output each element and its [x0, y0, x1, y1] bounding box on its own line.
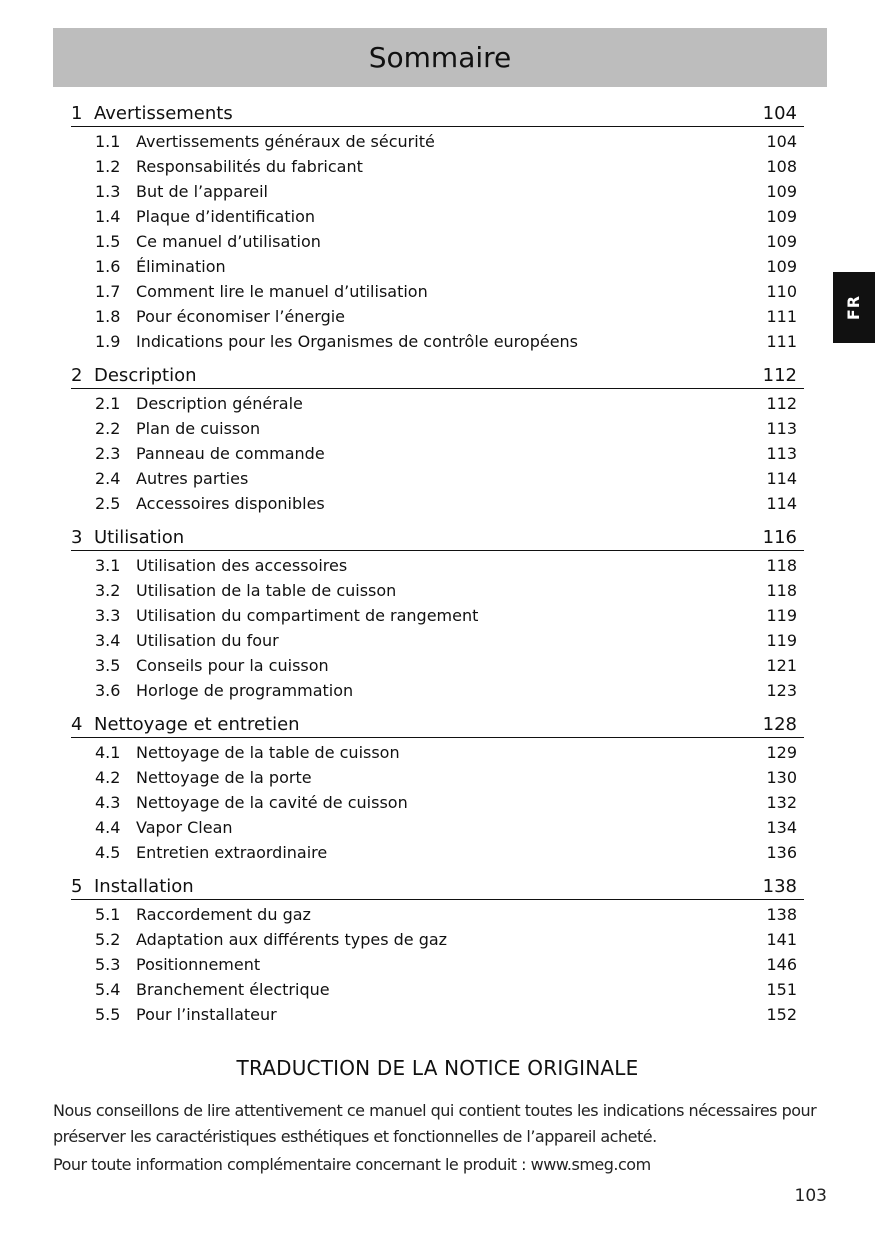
toc-item-number: 1.2: [95, 157, 121, 176]
toc-section: [71, 711, 804, 865]
toc-item[interactable]: [71, 391, 804, 416]
toc-item-title: Horloge de programmation: [136, 681, 354, 700]
toc-item-page: 129: [766, 743, 797, 762]
toc-item[interactable]: [71, 1002, 804, 1027]
toc-item-title: Nettoyage de la porte: [136, 768, 312, 787]
toc-item-page: 119: [766, 631, 797, 650]
toc-item-title: Indications pour les Organismes de contrôle européens: [136, 332, 579, 351]
toc-item-number: 1.9: [95, 332, 121, 351]
toc-item-page: 123: [766, 681, 797, 700]
toc-item[interactable]: [71, 977, 804, 1002]
toc-item-number: 3.6: [95, 681, 121, 700]
toc-item-number: 2.1: [95, 394, 121, 413]
page-title: Sommaire: [368, 41, 512, 74]
toc-section-page: 112: [762, 365, 797, 386]
intro-paragraph: Nous conseillons de lire attentivement ce manuel qui contient toutes les indications nécessaires pour préserver les caractéristiques esthétiques et fonctionnelles de l’appareil acheté.: [53, 1101, 817, 1146]
toc-item[interactable]: [71, 678, 804, 703]
toc-item-title: Élimination: [136, 257, 226, 276]
toc-item-number: 5.1: [95, 905, 121, 924]
toc-item-page: 152: [766, 1005, 797, 1024]
toc-item-number: 5.4: [95, 980, 121, 999]
toc-item[interactable]: [71, 815, 804, 840]
toc-section: [71, 100, 804, 354]
toc-section-number: 4: [71, 714, 83, 735]
toc-item-page: 118: [766, 581, 797, 600]
toc-item-number: 3.4: [95, 631, 121, 650]
toc-item[interactable]: [71, 229, 804, 254]
toc-item-number: 1.5: [95, 232, 121, 251]
toc-item[interactable]: [71, 441, 804, 466]
toc-item[interactable]: [71, 179, 804, 204]
toc-item[interactable]: [71, 628, 804, 653]
toc-item-page: 109: [766, 207, 797, 226]
language-tab: [833, 272, 875, 343]
toc-item-page: 111: [766, 307, 797, 326]
toc-item-number: 3.5: [95, 656, 121, 675]
toc-section: [71, 362, 804, 516]
toc-section-heading[interactable]: [71, 100, 804, 127]
toc-item-page: 138: [766, 905, 797, 924]
toc-item-title: Pour économiser l’énergie: [136, 307, 346, 326]
toc-item[interactable]: [71, 129, 804, 154]
toc-item[interactable]: [71, 765, 804, 790]
toc-item-page: 119: [766, 606, 797, 625]
toc-item-page: 114: [766, 469, 797, 488]
toc-item-number: 5.2: [95, 930, 121, 949]
toc-item-title: Responsabilités du fabricant: [136, 157, 363, 176]
toc-section-heading[interactable]: [71, 362, 804, 389]
toc-item[interactable]: [71, 790, 804, 815]
toc-item-page: 110: [766, 282, 797, 301]
toc-item-number: 2.2: [95, 419, 121, 438]
toc-item-number: 3.2: [95, 581, 121, 600]
intro-text: [53, 1098, 843, 1178]
toc-item-page: 114: [766, 494, 797, 513]
toc-item-title: Comment lire le manuel d’utilisation: [136, 282, 428, 301]
toc-item-title: Panneau de commande: [136, 444, 325, 463]
toc-item-page: 130: [766, 768, 797, 787]
toc-section-title: Installation: [94, 876, 194, 897]
toc-item-title: Positionnement: [136, 955, 261, 974]
toc-item-title: Vapor Clean: [136, 818, 233, 837]
toc-item-title: Ce manuel d’utilisation: [136, 232, 321, 251]
toc-item-list: [71, 900, 804, 1027]
toc-item[interactable]: [71, 902, 804, 927]
toc-section-heading[interactable]: [71, 711, 804, 738]
toc-item-title: Conseils pour la cuisson: [136, 656, 329, 675]
toc-item-number: 4.2: [95, 768, 121, 787]
toc-item-page: 132: [766, 793, 797, 812]
toc-item-title: Avertissements généraux de sécurité: [136, 132, 435, 151]
toc-item-title: Nettoyage de la table de cuisson: [136, 743, 400, 762]
toc-item-number: 4.1: [95, 743, 121, 762]
toc-item-title: Plan de cuisson: [136, 419, 261, 438]
toc-item-number: 3.1: [95, 556, 121, 575]
table-of-contents: [71, 100, 804, 1035]
toc-item-number: 1.1: [95, 132, 121, 151]
toc-item[interactable]: [71, 603, 804, 628]
intro-paragraph-contact: Pour toute information complémentaire concernant le produit : www.smeg.com: [53, 1155, 651, 1174]
language-tab-label: FR: [844, 294, 864, 321]
toc-item[interactable]: [71, 279, 804, 304]
toc-item[interactable]: [71, 952, 804, 977]
toc-item-title: Accessoires disponibles: [136, 494, 325, 513]
toc-item-list: [71, 127, 804, 354]
toc-item-page: 151: [766, 980, 797, 999]
title-banner: [53, 28, 827, 87]
toc-item-page: 121: [766, 656, 797, 675]
toc-item-title: Nettoyage de la cavité de cuisson: [136, 793, 408, 812]
toc-item-list: [71, 738, 804, 865]
toc-item[interactable]: [71, 840, 804, 865]
toc-section-page: 104: [762, 103, 797, 124]
toc-item-page: 109: [766, 257, 797, 276]
toc-item-page: 136: [766, 843, 797, 862]
toc-item-number: 1.6: [95, 257, 121, 276]
toc-item[interactable]: [71, 254, 804, 279]
toc-item-number: 5.5: [95, 1005, 121, 1024]
toc-item[interactable]: [71, 578, 804, 603]
toc-item-list: [71, 551, 804, 703]
toc-item-title: Adaptation aux différents types de gaz: [136, 930, 448, 949]
toc-item[interactable]: [71, 154, 804, 179]
toc-item[interactable]: [71, 653, 804, 678]
toc-item-title: Pour l’installateur: [136, 1005, 277, 1024]
toc-item-number: 4.3: [95, 793, 121, 812]
toc-item-page: 113: [766, 444, 797, 463]
toc-item-page: 113: [766, 419, 797, 438]
toc-item[interactable]: [71, 466, 804, 491]
toc-item[interactable]: [71, 553, 804, 578]
toc-section: [71, 524, 804, 703]
toc-item-page: 104: [766, 132, 797, 151]
toc-item-title: Description générale: [136, 394, 303, 413]
toc-item-page: 118: [766, 556, 797, 575]
toc-item-page: 111: [766, 332, 797, 351]
toc-item-number: 4.4: [95, 818, 121, 837]
toc-section-title: Avertissements: [94, 103, 233, 124]
toc-item-page: 134: [766, 818, 797, 837]
toc-item-page: 141: [766, 930, 797, 949]
toc-item-number: 5.3: [95, 955, 121, 974]
toc-section-heading[interactable]: [71, 524, 804, 551]
toc-item-title: Raccordement du gaz: [136, 905, 311, 924]
toc-item-number: 1.4: [95, 207, 121, 226]
toc-item-page: 146: [766, 955, 797, 974]
toc-item-number: 1.3: [95, 182, 121, 201]
toc-item-page: 109: [766, 232, 797, 251]
translation-heading: TRADUCTION DE LA NOTICE ORIGINALE: [236, 1056, 639, 1080]
toc-item-title: Utilisation des accessoires: [136, 556, 348, 575]
toc-section-page: 138: [762, 876, 797, 897]
toc-item-page: 109: [766, 182, 797, 201]
toc-item[interactable]: [71, 204, 804, 229]
toc-section: [71, 873, 804, 1027]
toc-item-title: Autres parties: [136, 469, 249, 488]
toc-item[interactable]: [71, 740, 804, 765]
toc-section-page: 116: [762, 527, 797, 548]
toc-section-title: Nettoyage et entretien: [94, 714, 300, 735]
toc-item-number: 2.4: [95, 469, 121, 488]
toc-item[interactable]: [71, 329, 804, 354]
toc-section-heading[interactable]: [71, 873, 804, 900]
toc-item-title: But de l’appareil: [136, 182, 268, 201]
toc-item-number: 4.5: [95, 843, 121, 862]
toc-item-page: 108: [766, 157, 797, 176]
toc-item-number: 1.7: [95, 282, 121, 301]
toc-item-title: Utilisation de la table de cuisson: [136, 581, 397, 600]
toc-item-number: 2.3: [95, 444, 121, 463]
toc-item[interactable]: [71, 416, 804, 441]
toc-item-title: Branchement électrique: [136, 980, 330, 999]
toc-item-title: Utilisation du four: [136, 631, 279, 650]
toc-section-number: 5: [71, 876, 83, 897]
toc-item-number: 1.8: [95, 307, 121, 326]
toc-item-page: 112: [766, 394, 797, 413]
toc-item[interactable]: [71, 491, 804, 516]
toc-section-title: Utilisation: [94, 527, 185, 548]
toc-item-title: Utilisation du compartiment de rangement: [136, 606, 479, 625]
page-number: 103: [794, 1186, 827, 1206]
toc-item-title: Plaque d’identification: [136, 207, 315, 226]
toc-item[interactable]: [71, 927, 804, 952]
toc-section-number: 2: [71, 365, 83, 386]
toc-section-number: 3: [71, 527, 83, 548]
toc-item-title: Entretien extraordinaire: [136, 843, 328, 862]
toc-section-number: 1: [71, 103, 83, 124]
toc-item-number: 2.5: [95, 494, 121, 513]
toc-section-page: 128: [762, 714, 797, 735]
toc-section-title: Description: [94, 365, 197, 386]
toc-item[interactable]: [71, 304, 804, 329]
toc-item-number: 3.3: [95, 606, 121, 625]
toc-item-list: [71, 389, 804, 516]
